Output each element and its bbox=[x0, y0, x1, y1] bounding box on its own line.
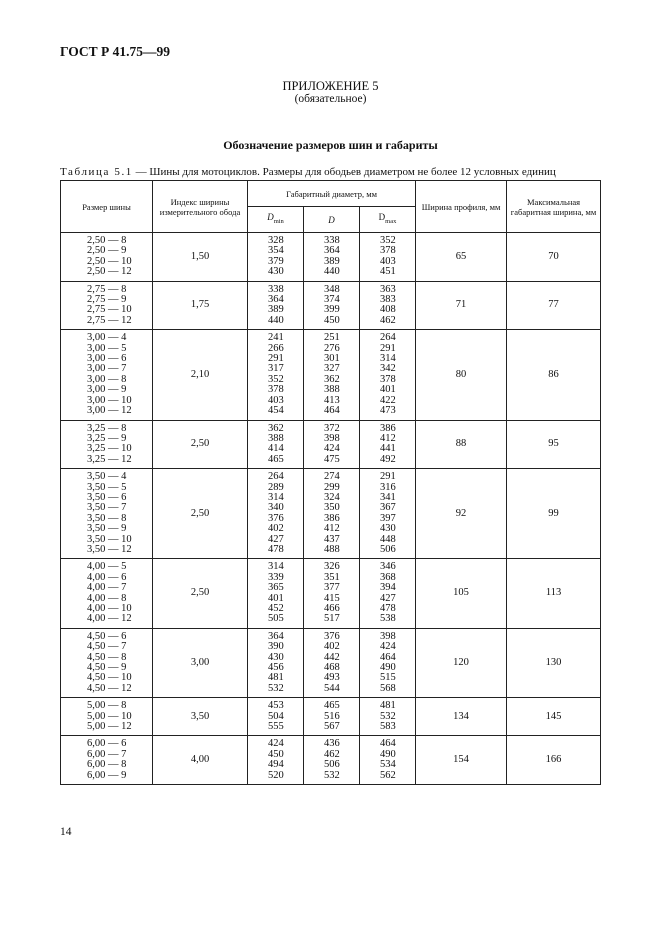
cell-d-min-value: 465 bbox=[268, 453, 284, 465]
cell-d-value: 424 bbox=[324, 443, 340, 455]
cell-d-max-value: 403 bbox=[380, 255, 396, 267]
header-tire-size: Размер шины bbox=[61, 181, 153, 233]
cell-d-value: 362 bbox=[324, 373, 340, 385]
table-body bbox=[61, 233, 601, 785]
cell-d-min-value: 389 bbox=[268, 304, 284, 316]
cell-rim-index: 2,50 bbox=[153, 420, 248, 469]
cell-d-max-value: 490 bbox=[380, 662, 396, 674]
cell-tire-size-value: 3,50 — 9 bbox=[87, 523, 127, 535]
cell-profile-width: 154 bbox=[416, 736, 507, 785]
cell-d-value: 415 bbox=[324, 592, 340, 604]
cell-max-width: 166 bbox=[507, 736, 601, 785]
cell-d-max-value: 378 bbox=[380, 373, 396, 385]
cell-tire-size-value: 4,00 — 8 bbox=[87, 592, 127, 604]
cell-d-max-value: 316 bbox=[380, 481, 396, 493]
cell-d-min-value: 266 bbox=[268, 342, 284, 354]
cell-d-value: 377 bbox=[324, 582, 340, 594]
cell-d-max-value: 464 bbox=[380, 738, 396, 750]
header-profile-width: Ширина профиля, мм bbox=[416, 181, 507, 233]
cell-d-max-value: 291 bbox=[380, 342, 396, 354]
cell-tire-size bbox=[61, 330, 153, 420]
cell-d-min-value: 414 bbox=[268, 443, 284, 455]
cell-max-width: 130 bbox=[507, 628, 601, 697]
cell-d-min bbox=[248, 559, 304, 628]
cell-d-value: 327 bbox=[324, 363, 340, 375]
section-title: Обозначение размеров шин и габариты bbox=[223, 138, 438, 152]
cell-tire-size-value: 3,50 — 4 bbox=[87, 471, 127, 483]
cell-d-value: 398 bbox=[324, 432, 340, 444]
cell-d-min-value: 555 bbox=[268, 721, 284, 733]
cell-d-max-value: 532 bbox=[380, 710, 396, 722]
cell-profile-width: 65 bbox=[416, 233, 507, 282]
cell-d-value: 464 bbox=[324, 405, 340, 417]
cell-profile-width: 120 bbox=[416, 628, 507, 697]
cell-d-value: 386 bbox=[324, 512, 340, 524]
cell-d-min-value: 440 bbox=[268, 314, 284, 326]
cell-d-max-value: 538 bbox=[380, 613, 396, 625]
cell-d-max-value: 398 bbox=[380, 630, 396, 642]
cell-tire-size-value: 4,50 — 7 bbox=[87, 641, 127, 653]
cell-tire-size-value: 3,25 — 9 bbox=[87, 432, 127, 444]
cell-d-value: 450 bbox=[324, 314, 340, 326]
cell-d-max-value: 378 bbox=[380, 245, 396, 257]
cell-tire-size-value: 3,00 — 9 bbox=[87, 384, 127, 396]
cell-d-min bbox=[248, 628, 304, 697]
cell-max-width: 77 bbox=[507, 281, 601, 330]
cell-tire-size-value: 4,50 — 9 bbox=[87, 662, 127, 674]
cell-tire-size-value: 4,00 — 10 bbox=[87, 603, 132, 614]
cell-tire-size-value: 5,00 — 10 bbox=[87, 710, 132, 722]
cell-d-max-value: 492 bbox=[380, 453, 396, 465]
cell-d-value: 440 bbox=[324, 266, 340, 278]
cell-d-max bbox=[360, 233, 416, 282]
cell-rim-index: 3,00 bbox=[153, 628, 248, 697]
cell-d bbox=[304, 420, 360, 469]
cell-rim-index: 4,00 bbox=[153, 736, 248, 785]
cell-d-value: 251 bbox=[324, 332, 340, 344]
cell-d-min-value: 354 bbox=[268, 245, 284, 257]
cell-tire-size-value: 3,00 — 5 bbox=[87, 342, 127, 354]
cell-d-max bbox=[360, 420, 416, 469]
cell-tire-size-value: 2,75 — 8 bbox=[87, 283, 127, 295]
cell-tire-size bbox=[61, 628, 153, 697]
cell-d-max-value: 568 bbox=[380, 682, 396, 694]
cell-d-max-value: 383 bbox=[380, 294, 396, 306]
cell-d-value: 413 bbox=[324, 394, 340, 406]
cell-d-max-value: 368 bbox=[380, 571, 396, 583]
table-row bbox=[61, 281, 601, 330]
cell-max-width: 99 bbox=[507, 469, 601, 559]
cell-tire-size bbox=[61, 281, 153, 330]
cell-d-min-value: 291 bbox=[268, 353, 284, 365]
cell-d-max-value: 352 bbox=[380, 235, 396, 246]
cell-tire-size-value: 2,75 — 10 bbox=[87, 304, 132, 316]
cell-d-min-value: 388 bbox=[268, 432, 284, 444]
cell-tire-size-value: 3,00 — 10 bbox=[87, 394, 132, 406]
cell-d-value: 276 bbox=[324, 342, 340, 354]
table-caption-text: — Шины для мотоциклов. Размеры для ободьев диаметром не более 12 условных единиц bbox=[132, 166, 556, 178]
appendix-note: (обязательное) bbox=[294, 93, 367, 105]
table-row bbox=[61, 628, 601, 697]
cell-d-value: 516 bbox=[324, 710, 340, 722]
cell-d-min-value: 454 bbox=[268, 405, 284, 417]
cell-rim-index: 1,50 bbox=[153, 233, 248, 282]
cell-d-min-value: 317 bbox=[268, 363, 284, 375]
cell-d-min-value: 430 bbox=[268, 651, 284, 663]
cell-d-max-value: 367 bbox=[380, 502, 396, 514]
cell-d-min-value: 379 bbox=[268, 255, 284, 267]
cell-d-min-value: 328 bbox=[268, 235, 284, 246]
cell-tire-size-value: 2,50 — 9 bbox=[87, 245, 127, 257]
cell-d-max-value: 424 bbox=[380, 641, 396, 653]
cell-tire-size-value: 3,00 — 12 bbox=[87, 405, 132, 417]
cell-d bbox=[304, 469, 360, 559]
cell-tire-size-value: 2,75 — 9 bbox=[87, 294, 127, 306]
cell-d-max-value: 534 bbox=[380, 759, 396, 771]
cell-d-value: 567 bbox=[324, 721, 340, 733]
cell-d bbox=[304, 233, 360, 282]
cell-tire-size-value: 4,50 — 10 bbox=[87, 672, 132, 684]
cell-d-max-value: 412 bbox=[380, 432, 396, 444]
cell-d-max-value: 562 bbox=[380, 769, 396, 781]
cell-d-max-value: 341 bbox=[380, 491, 396, 503]
cell-d-min-value: 364 bbox=[268, 630, 284, 642]
cell-d-max-value: 397 bbox=[380, 512, 396, 524]
cell-rim-index: 2,10 bbox=[153, 330, 248, 420]
cell-d bbox=[304, 736, 360, 785]
cell-d-max-value: 427 bbox=[380, 592, 396, 604]
cell-d-min-value: 505 bbox=[268, 613, 284, 625]
cell-d-max bbox=[360, 698, 416, 736]
cell-d-value: 544 bbox=[324, 682, 340, 694]
cell-d-min bbox=[248, 736, 304, 785]
cell-tire-size bbox=[61, 559, 153, 628]
table-header bbox=[61, 181, 601, 233]
cell-d-min-value: 481 bbox=[268, 672, 284, 684]
cell-d-value: 324 bbox=[324, 491, 340, 503]
appendix-heading bbox=[0, 80, 661, 106]
cell-tire-size-value: 5,00 — 8 bbox=[87, 700, 127, 712]
cell-tire-size-value: 6,00 — 8 bbox=[87, 759, 127, 771]
cell-tire-size-value: 3,25 — 8 bbox=[87, 422, 127, 434]
header-overall-diameter: Габаритный диаметр, мм bbox=[248, 181, 416, 207]
cell-rim-index: 2,50 bbox=[153, 469, 248, 559]
cell-d-value: 350 bbox=[324, 502, 340, 514]
cell-tire-size-value: 6,00 — 6 bbox=[87, 738, 127, 750]
cell-tire-size-value: 3,50 — 10 bbox=[87, 533, 132, 545]
cell-tire-size-value: 3,50 — 7 bbox=[87, 502, 127, 514]
cell-d-value: 364 bbox=[324, 245, 340, 257]
cell-d-max-value: 490 bbox=[380, 748, 396, 760]
cell-d bbox=[304, 330, 360, 420]
cell-profile-width: 134 bbox=[416, 698, 507, 736]
cell-d-max-value: 451 bbox=[380, 266, 396, 278]
cell-d-max-value: 386 bbox=[380, 422, 396, 434]
cell-profile-width: 88 bbox=[416, 420, 507, 469]
cell-d-min bbox=[248, 698, 304, 736]
cell-tire-size-value: 3,00 — 6 bbox=[87, 353, 127, 365]
header-max-width: Максимальная габаритная ширина, мм bbox=[507, 181, 601, 233]
cell-tire-size-value: 2,75 — 12 bbox=[87, 314, 132, 326]
cell-d-max-value: 264 bbox=[380, 332, 396, 344]
cell-d-value: 465 bbox=[324, 700, 340, 712]
cell-d-min-value: 340 bbox=[268, 502, 284, 514]
cell-tire-size-value: 3,25 — 12 bbox=[87, 453, 132, 465]
cell-d-min-value: 362 bbox=[268, 422, 284, 434]
cell-d-max-value: 422 bbox=[380, 394, 396, 406]
cell-d-value: 399 bbox=[324, 304, 340, 316]
cell-d-min-value: 401 bbox=[268, 592, 284, 604]
cell-tire-size-value: 2,50 — 8 bbox=[87, 235, 127, 246]
cell-tire-size-value: 3,50 — 5 bbox=[87, 481, 127, 493]
cell-d-max bbox=[360, 628, 416, 697]
cell-d-min-value: 364 bbox=[268, 294, 284, 306]
cell-profile-width: 92 bbox=[416, 469, 507, 559]
tire-size-table bbox=[60, 180, 601, 785]
cell-d-max-value: 462 bbox=[380, 314, 396, 326]
cell-tire-size-value: 2,50 — 12 bbox=[87, 266, 132, 278]
cell-tire-size-value: 4,00 — 6 bbox=[87, 571, 127, 583]
cell-d-min-value: 520 bbox=[268, 769, 284, 781]
cell-d-value: 338 bbox=[324, 235, 340, 246]
cell-d-value: 301 bbox=[324, 353, 340, 365]
cell-d-max bbox=[360, 559, 416, 628]
cell-d-min bbox=[248, 330, 304, 420]
table-caption bbox=[60, 166, 556, 178]
cell-d-min-value: 314 bbox=[268, 491, 284, 503]
cell-d-value: 372 bbox=[324, 422, 340, 434]
cell-tire-size-value: 4,00 — 7 bbox=[87, 582, 127, 594]
cell-d-max-value: 408 bbox=[380, 304, 396, 316]
cell-d-max-value: 346 bbox=[380, 561, 396, 573]
cell-d-min-value: 450 bbox=[268, 748, 284, 760]
cell-tire-size-value: 4,50 — 12 bbox=[87, 682, 132, 694]
cell-d-max-value: 342 bbox=[380, 363, 396, 375]
cell-d-max bbox=[360, 330, 416, 420]
cell-d-max-value: 291 bbox=[380, 471, 396, 483]
cell-profile-width: 80 bbox=[416, 330, 507, 420]
cell-d-value: 442 bbox=[324, 651, 340, 663]
cell-d-value: 488 bbox=[324, 543, 340, 555]
cell-d-value: 351 bbox=[324, 571, 340, 583]
cell-d-value: 493 bbox=[324, 672, 340, 684]
cell-d-max-value: 314 bbox=[380, 353, 396, 365]
cell-rim-index: 2,50 bbox=[153, 559, 248, 628]
appendix-title: ПРИЛОЖЕНИЕ 5 bbox=[282, 79, 379, 93]
cell-max-width: 145 bbox=[507, 698, 601, 736]
cell-d-min-value: 453 bbox=[268, 700, 284, 712]
cell-d-min bbox=[248, 233, 304, 282]
cell-d-min-value: 478 bbox=[268, 543, 284, 555]
cell-d-min-value: 314 bbox=[268, 561, 284, 573]
cell-d-max-value: 506 bbox=[380, 543, 396, 555]
cell-tire-size bbox=[61, 736, 153, 785]
cell-d-max-value: 583 bbox=[380, 721, 396, 733]
cell-profile-width: 71 bbox=[416, 281, 507, 330]
cell-tire-size bbox=[61, 698, 153, 736]
cell-tire-size-value: 3,00 — 7 bbox=[87, 363, 127, 375]
cell-d-value: 506 bbox=[324, 759, 340, 771]
cell-d-min-value: 365 bbox=[268, 582, 284, 594]
cell-d-min-value: 378 bbox=[268, 384, 284, 396]
cell-d-value: 348 bbox=[324, 283, 340, 295]
cell-tire-size bbox=[61, 469, 153, 559]
cell-d-max bbox=[360, 469, 416, 559]
cell-d-min-value: 390 bbox=[268, 641, 284, 653]
cell-tire-size-value: 3,50 — 12 bbox=[87, 543, 132, 555]
cell-d-max bbox=[360, 281, 416, 330]
cell-d-value: 412 bbox=[324, 523, 340, 535]
cell-d-min-value: 403 bbox=[268, 394, 284, 406]
cell-profile-width: 105 bbox=[416, 559, 507, 628]
cell-d-min-value: 376 bbox=[268, 512, 284, 524]
cell-d-max-value: 401 bbox=[380, 384, 396, 396]
cell-tire-size-value: 6,00 — 9 bbox=[87, 769, 127, 781]
cell-max-width: 86 bbox=[507, 330, 601, 420]
cell-tire-size bbox=[61, 420, 153, 469]
table-row bbox=[61, 469, 601, 559]
cell-d-value: 436 bbox=[324, 738, 340, 750]
cell-tire-size-value: 3,25 — 10 bbox=[87, 443, 132, 455]
table-row bbox=[61, 420, 601, 469]
cell-d-min bbox=[248, 420, 304, 469]
cell-d-value: 532 bbox=[324, 769, 340, 781]
table-caption-label: Таблица 5.1 bbox=[60, 166, 133, 178]
cell-max-width: 113 bbox=[507, 559, 601, 628]
cell-tire-size-value: 4,00 — 5 bbox=[87, 561, 127, 573]
cell-tire-size-value: 5,00 — 12 bbox=[87, 721, 132, 733]
header-d: D bbox=[304, 207, 360, 233]
cell-tire-size-value: 2,50 — 10 bbox=[87, 255, 132, 267]
cell-tire-size-value: 3,00 — 8 bbox=[87, 373, 127, 385]
page-number: 14 bbox=[60, 826, 72, 838]
cell-d-min-value: 504 bbox=[268, 710, 284, 722]
cell-max-width: 95 bbox=[507, 420, 601, 469]
cell-tire-size-value: 4,50 — 8 bbox=[87, 651, 127, 663]
cell-d-min-value: 241 bbox=[268, 332, 284, 344]
cell-d-min bbox=[248, 469, 304, 559]
cell-d-min bbox=[248, 281, 304, 330]
cell-tire-size-value: 4,00 — 12 bbox=[87, 613, 132, 625]
table-row bbox=[61, 233, 601, 282]
cell-max-width: 70 bbox=[507, 233, 601, 282]
cell-d-max-value: 515 bbox=[380, 672, 396, 684]
cell-d-min-value: 338 bbox=[268, 283, 284, 295]
cell-tire-size bbox=[61, 233, 153, 282]
cell-d-min-value: 264 bbox=[268, 471, 284, 483]
cell-d-value: 475 bbox=[324, 453, 340, 465]
cell-d bbox=[304, 559, 360, 628]
cell-d-max-value: 441 bbox=[380, 443, 396, 455]
cell-d-value: 376 bbox=[324, 630, 340, 642]
cell-d-max-value: 363 bbox=[380, 283, 396, 295]
header-rim-index: Индекс ширины измерительного обода bbox=[153, 181, 248, 233]
header-d-min: $D_{min}$ bbox=[248, 207, 304, 233]
cell-d bbox=[304, 698, 360, 736]
table-row bbox=[61, 698, 601, 736]
cell-d-min-value: 424 bbox=[268, 738, 284, 750]
cell-d bbox=[304, 628, 360, 697]
cell-d bbox=[304, 281, 360, 330]
document-code: ГОСТ Р 41.75—99 bbox=[60, 44, 171, 59]
cell-d-max-value: 448 bbox=[380, 533, 396, 545]
cell-d-max bbox=[360, 736, 416, 785]
cell-d-max-value: 481 bbox=[380, 700, 396, 712]
cell-d-min-value: 430 bbox=[268, 266, 284, 278]
cell-d-value: 389 bbox=[324, 255, 340, 267]
cell-tire-size-value: 3,50 — 6 bbox=[87, 491, 127, 503]
cell-d-max-value: 473 bbox=[380, 405, 396, 417]
cell-d-min-value: 352 bbox=[268, 373, 284, 385]
cell-rim-index: 1,75 bbox=[153, 281, 248, 330]
cell-d-max-value: 478 bbox=[380, 603, 396, 614]
cell-d-max-value: 394 bbox=[380, 582, 396, 594]
cell-d-value: 462 bbox=[324, 748, 340, 760]
cell-d-value: 466 bbox=[324, 603, 340, 614]
cell-d-min-value: 289 bbox=[268, 481, 284, 493]
cell-d-max-value: 430 bbox=[380, 523, 396, 535]
cell-d-min-value: 427 bbox=[268, 533, 284, 545]
cell-d-min-value: 532 bbox=[268, 682, 284, 694]
cell-tire-size-value: 4,50 — 6 bbox=[87, 630, 127, 642]
cell-d-min-value: 456 bbox=[268, 662, 284, 674]
cell-d-value: 374 bbox=[324, 294, 340, 306]
header-d-max: $D_{max}$ bbox=[360, 207, 416, 233]
cell-d-value: 299 bbox=[324, 481, 340, 493]
cell-d-value: 468 bbox=[324, 662, 340, 674]
cell-d-value: 388 bbox=[324, 384, 340, 396]
cell-d-value: 437 bbox=[324, 533, 340, 545]
cell-tire-size-value: 6,00 — 7 bbox=[87, 748, 127, 760]
cell-d-min-value: 339 bbox=[268, 571, 284, 583]
cell-tire-size-value: 3,00 — 4 bbox=[87, 332, 127, 344]
cell-d-min-value: 402 bbox=[268, 523, 284, 535]
table-row bbox=[61, 330, 601, 420]
table-row bbox=[61, 736, 601, 785]
cell-d-value: 517 bbox=[324, 613, 340, 625]
cell-d-min-value: 494 bbox=[268, 759, 284, 771]
cell-d-value: 402 bbox=[324, 641, 340, 653]
table-row bbox=[61, 559, 601, 628]
cell-tire-size-value: 3,50 — 8 bbox=[87, 512, 127, 524]
cell-d-value: 274 bbox=[324, 471, 340, 483]
cell-d-min-value: 452 bbox=[268, 603, 284, 614]
cell-d-max-value: 464 bbox=[380, 651, 396, 663]
cell-d-value: 326 bbox=[324, 561, 340, 573]
cell-rim-index: 3,50 bbox=[153, 698, 248, 736]
